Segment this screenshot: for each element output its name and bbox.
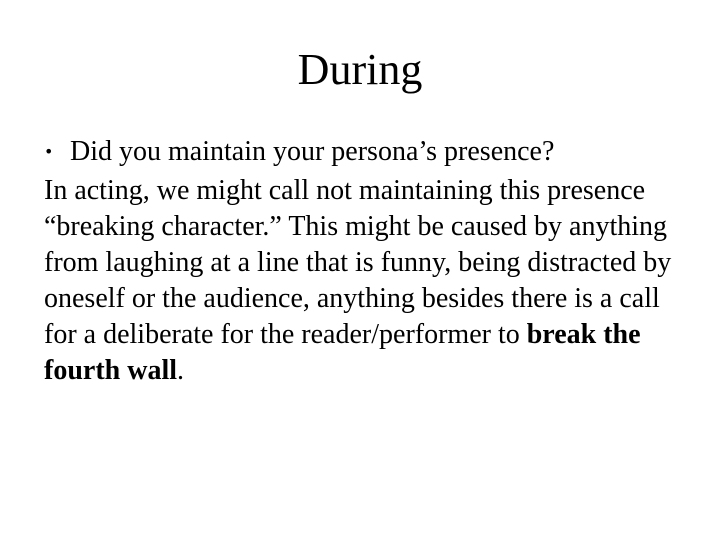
bullet-item [44,134,684,173]
body-paragraph [44,173,684,389]
bullet-dot-icon: • [44,142,54,161]
slide-title: During [297,45,423,94]
slide-body [44,134,684,389]
paragraph-bold-text: break the fourth wall [44,319,641,386]
paragraph-end-punctuation: . [177,355,184,386]
paragraph-text: In acting, we might call not maintaining this presence “breaking character.” This might be caused by anything from laughing at a line that is funny, being distracted by oneself or the audience, anything besides there is a call for a deliberate for the reader/performer to [44,175,672,350]
bullet-text: Did you maintain your persona’s presence? [70,136,555,167]
